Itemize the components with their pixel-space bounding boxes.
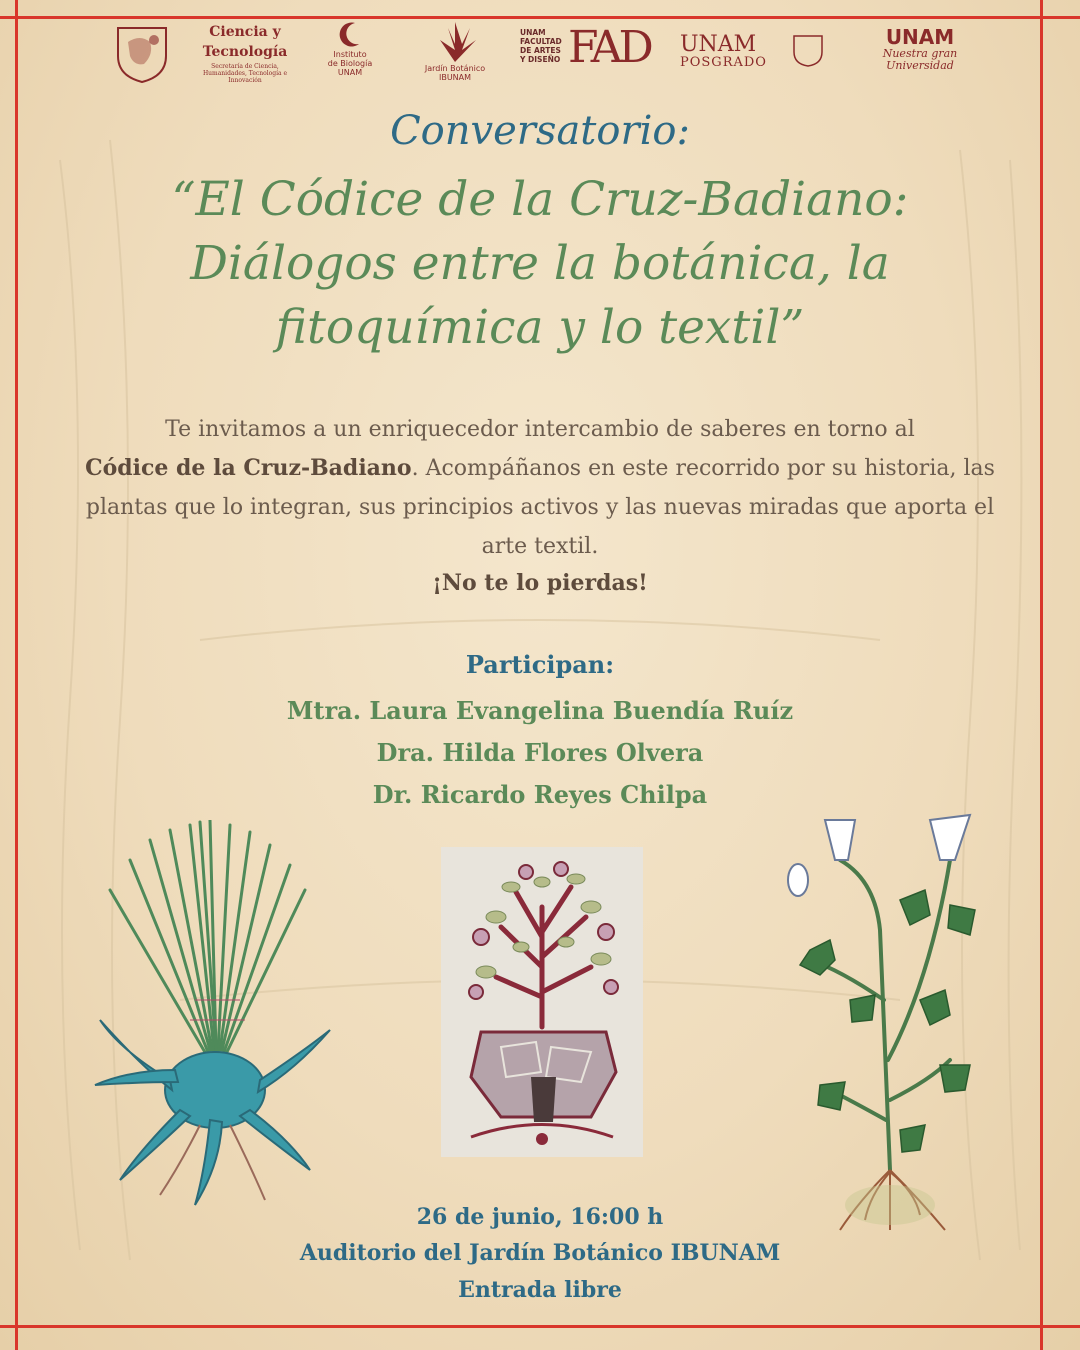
unam-crest-icon (110, 20, 174, 84)
textile-artwork-image (441, 847, 643, 1157)
fad-text (520, 28, 572, 64)
title-line2: Diálogos entre la botánica, la (190, 236, 890, 291)
title-line3: fitoquímica y lo textil” (275, 300, 805, 355)
participant-name: Dra. Hilda Flores Olvera (376, 738, 704, 767)
logos-row (100, 20, 980, 92)
invite-part1: Te invitamos a un enriquecedor intercambio de saberes en torno al (165, 417, 915, 442)
fad-line4: Y DISEÑO (520, 55, 561, 64)
fad-line3: DE ARTES (520, 46, 561, 55)
invite-bold: Códice de la Cruz-Badiano (85, 455, 412, 481)
invitation-paragraph (80, 410, 1000, 566)
unam-line1: UNAM (885, 25, 955, 49)
participants-list (100, 690, 980, 816)
jb-line1: Jardín Botánico (424, 64, 486, 73)
agave-plant-illustration (90, 820, 340, 1210)
title-line1: “El Códice de la Cruz-Badiano: (171, 172, 909, 227)
frame-bottom-line (0, 1325, 1080, 1328)
participant-name: Dr. Ricardo Reyes Chilpa (372, 780, 708, 809)
ib-line2: de Biología (327, 59, 373, 68)
participant-name: Mtra. Laura Evangelina Buendía Ruíz (286, 696, 794, 725)
fad-logo (520, 20, 650, 90)
event-entry: Entrada libre (458, 1277, 622, 1303)
unam-crest-logo (110, 20, 174, 90)
fad-mark: FAD (568, 22, 650, 73)
cyt-sub: Secretaría de Ciencia, Humanidades, Tecnología e Innovación (202, 63, 288, 84)
crescent-icon (315, 20, 385, 50)
cyt-line2: Tecnología (202, 44, 288, 60)
event-venue: Auditorio del Jardín Botánico IBUNAM (299, 1240, 781, 1266)
unam-line2: Nuestra gran (882, 47, 958, 60)
ib-line1: Instituto (333, 50, 367, 59)
posgrado-line2: POSGRADO (680, 55, 767, 70)
jb-line2: IBUNAM (438, 73, 472, 82)
jardin-botanico-logo (410, 20, 500, 90)
posgrado-crest-icon (790, 32, 826, 68)
ib-line3: UNAM (337, 68, 363, 77)
event-date: 26 de junio, 16:00 h (416, 1204, 664, 1230)
fad-line1: UNAM (520, 28, 546, 37)
posgrado-line1: UNAM (680, 32, 757, 57)
fad-line2: FACULTAD (520, 37, 562, 46)
datura-plant-illustration (780, 800, 1000, 1240)
unam-nuestra-logo (870, 20, 970, 90)
event-type-heading: Conversatorio: (390, 108, 690, 154)
instituto-biologia-logo (315, 20, 385, 90)
event-title (80, 168, 1000, 360)
posgrado-logo (680, 20, 830, 90)
cyt-line1: Ciencia y (209, 24, 281, 40)
unam-line3: Universidad (886, 59, 954, 72)
frame-left-line (15, 0, 18, 1350)
frame-right-line (1040, 0, 1043, 1350)
frame-top-line (0, 16, 1080, 19)
agave-icon (410, 20, 500, 64)
participants-heading: Participan: (465, 650, 615, 679)
invite-part2: . Acompáñanos en este recorrido por su historia, las plantas que lo integran, sus principios activos y las nuevas miradas que aporta el arte textil. (85, 456, 995, 559)
ciencia-tecnologia-logo (200, 20, 290, 90)
call-to-action: ¡No te lo pierdas! (432, 570, 648, 596)
